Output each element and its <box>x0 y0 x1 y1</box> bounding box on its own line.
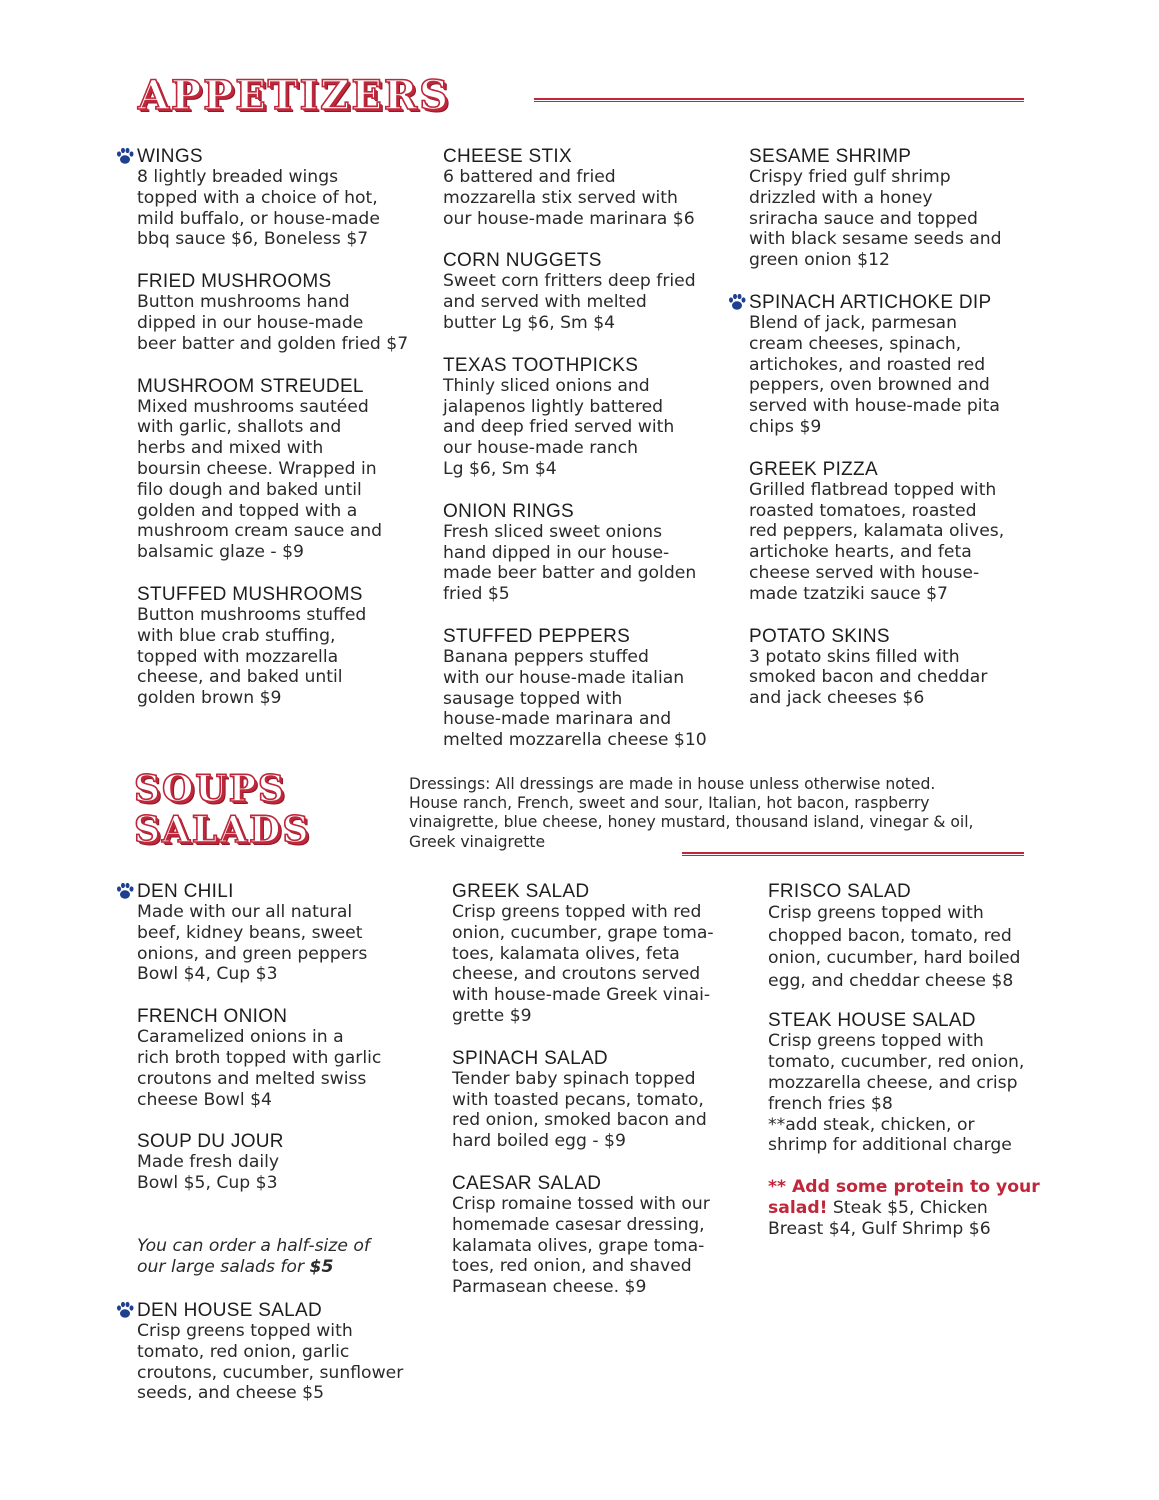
item-description: Crisp greens topped with tomato, cucumber, red onion, mozzarella cheese, and crisp french fries $8 **add steak, chicken, or shrimp for additional charge <box>768 1031 1025 1156</box>
dressings-note: Dressings: All dressings are made in house unless otherwise noted. House ranch, French, sweet and sour, Italian, hot bacon, raspberry vinaigrette, blue cheese, honey mustard, thousand island, vinegar & oil, Greek vinaigrette <box>409 775 974 851</box>
menu-item-corn-nuggets <box>443 250 738 333</box>
item-name: STUFFED PEPPERS <box>443 625 631 647</box>
menu-item-sesame-shrimp <box>749 146 1049 271</box>
menu-item-soup-du-jour <box>137 1131 437 1194</box>
menu-item-fried-mushrooms <box>137 271 432 354</box>
soups-column-1 <box>137 881 437 1425</box>
menu-item-spinach-salad <box>452 1048 752 1152</box>
item-description: 8 lightly breaded wings topped with a choice of hot, mild buffalo, or house-made bbq sauce $6, Boneless $7 <box>137 167 380 250</box>
menu-item-mushroom-streudel <box>137 376 432 563</box>
appetizers-column-2 <box>443 146 738 772</box>
item-name: DEN CHILI <box>137 881 234 902</box>
item-description: Thinly sliced onions and jalapenos lightly battered and deep fried served with our house-made ranch Lg $6, Sm $4 <box>443 375 675 479</box>
menu-item-caesar-salad <box>452 1173 752 1298</box>
item-description: 6 battered and fried mozzarella stix served with our house-made marinara $6 <box>443 167 695 229</box>
menu-item-greek-pizza <box>749 459 1049 605</box>
item-name: FRIED MUSHROOMS <box>137 271 332 293</box>
item-name: FRENCH ONION <box>137 1006 288 1028</box>
item-description: Button mushrooms stuffed with blue crab stuffing, topped with mozzarella cheese, and baked until golden brown $9 <box>137 604 367 709</box>
appetizers-column-1 <box>137 146 432 730</box>
appetizers-divider <box>534 98 1024 102</box>
item-name: STEAK HOUSE SALAD <box>768 1010 976 1032</box>
salads-title: SALADS <box>134 809 311 851</box>
salads-column-3 <box>768 881 1058 1240</box>
item-name: GREEK SALAD <box>452 881 590 902</box>
salads-divider <box>682 852 1024 856</box>
add-protein-highlight: ** Add some protein to your salad! <box>768 1177 1040 1218</box>
menu-item-den-house-salad <box>137 1300 437 1404</box>
soups-title: SOUPS <box>134 768 286 810</box>
paw-print-icon <box>115 147 135 165</box>
paw-print-icon <box>727 293 747 311</box>
menu-item-cheese-stix <box>443 146 738 229</box>
salads-column-2 <box>452 881 752 1319</box>
item-name: CHEESE STIX <box>443 146 572 167</box>
item-name: SOUP DU JOUR <box>137 1131 284 1153</box>
menu-item-frisco-salad <box>768 881 1058 992</box>
item-description: Made fresh daily Bowl $5, Cup $3 <box>137 1152 280 1194</box>
menu-item-den-chili <box>137 881 437 985</box>
item-description: Made with our all natural beef, kidney beans, sweet onions, and green peppers Bowl $4, Cup $3 <box>137 902 368 985</box>
add-protein-note <box>768 1177 1058 1239</box>
item-description: Banana peppers stuffed with our house-made italian sausage topped with house-made marinara and melted mozzarella cheese $10 <box>443 646 707 751</box>
item-name: WINGS <box>137 146 203 167</box>
item-description: Crisp greens topped with tomato, red onion, garlic croutons, cucumber, sunflower seeds, and cheese $5 <box>137 1320 404 1404</box>
item-name: ONION RINGS <box>443 500 575 522</box>
item-name: CORN NUGGETS <box>443 250 602 272</box>
half-size-note-text: You can order a half-size of our large salads for <box>137 1235 370 1277</box>
item-name: SPINACH ARTICHOKE DIP <box>749 291 992 313</box>
item-description: Grilled flatbread topped with roasted tomatoes, roasted red peppers, kalamata olives, artichoke hearts, and feta cheese served with house- made tzatziki sauce $7 <box>749 479 1005 604</box>
menu-item-onion-rings <box>443 501 738 605</box>
item-name: CAESAR SALAD <box>452 1172 602 1194</box>
item-description: Crispy fried gulf shrimp drizzled with a honey sriracha sauce and topped with black sesame seeds and green onion $12 <box>749 167 1002 271</box>
menu-item-stuffed-peppers <box>443 626 738 751</box>
menu-item-stuffed-mushrooms <box>137 584 432 709</box>
item-description: 3 potato skins filled with smoked bacon and cheddar and jack cheeses $6 <box>749 646 988 709</box>
item-description: Button mushrooms hand dipped in our house-made beer batter and golden fried $7 <box>137 292 409 354</box>
menu-item-greek-salad <box>452 881 752 1027</box>
item-name: POTATO SKINS <box>749 625 890 647</box>
paw-print-icon <box>115 882 135 900</box>
item-description: Mixed mushrooms sautéed with garlic, shallots and herbs and mixed with boursin cheese. Wrapped in filo dough and baked until golden and topped with a mushroom cream sauce and balsamic glaze - $9 <box>137 396 383 563</box>
item-description: Crisp greens topped with red onion, cucumber, grape toma- toes, kalamata olives, feta cheese, and croutons served with house-made Greek vinai- grette $9 <box>452 902 714 1026</box>
item-name: SESAME SHRIMP <box>749 146 912 167</box>
appetizers-column-3 <box>749 146 1049 730</box>
menu-item-potato-skins <box>749 626 1049 709</box>
half-size-price: $5 <box>309 1256 334 1277</box>
menu-item-wings <box>137 146 432 250</box>
appetizers-title: APPETIZERS <box>138 72 450 119</box>
menu-item-texas-toothpicks <box>443 355 738 480</box>
item-name: SPINACH SALAD <box>452 1047 608 1069</box>
item-name: DEN HOUSE SALAD <box>137 1299 323 1321</box>
item-name: FRISCO SALAD <box>768 881 911 902</box>
half-size-note <box>137 1236 437 1278</box>
item-name: MUSHROOM STREUDEL <box>137 375 364 397</box>
menu-item-steak-house-salad <box>768 1010 1058 1156</box>
item-description: Crisp greens topped with chopped bacon, tomato, red onion, cucumber, hard boiled egg, and cheddar cheese $8 <box>768 903 1021 991</box>
menu-item-spinach-artichoke-dip <box>749 292 1049 438</box>
item-name: GREEK PIZZA <box>749 458 878 480</box>
item-description: Blend of jack, parmesan cream cheeses, spinach, artichokes, and roasted red peppers, oven browned and served with house-made pita chips $9 <box>749 312 1000 437</box>
item-name: TEXAS TOOTHPICKS <box>443 354 639 376</box>
paw-print-icon <box>115 1301 135 1319</box>
item-description: Sweet corn fritters deep fried and served with melted butter Lg $6, Sm $4 <box>443 271 696 333</box>
item-description: Caramelized onions in a rich broth topped with garlic croutons and melted swiss cheese Bowl $4 <box>137 1027 382 1110</box>
menu-item-french-onion <box>137 1006 437 1110</box>
item-name: STUFFED MUSHROOMS <box>137 583 363 605</box>
item-description: Crisp romaine tossed with our homemade casesar dressing, kalamata olives, grape toma- toes, red onion, and shaved Parmasean cheese. $9 <box>452 1193 710 1298</box>
item-description: Fresh sliced sweet onions hand dipped in our house- made beer batter and golden fried $5 <box>443 521 697 605</box>
item-description: Tender baby spinach topped with toasted pecans, tomato, red onion, smoked bacon and hard boiled egg - $9 <box>452 1068 707 1152</box>
add-protein-prices: Steak $5, Chicken Breast $4, Gulf Shrimp $6 <box>768 1197 991 1239</box>
